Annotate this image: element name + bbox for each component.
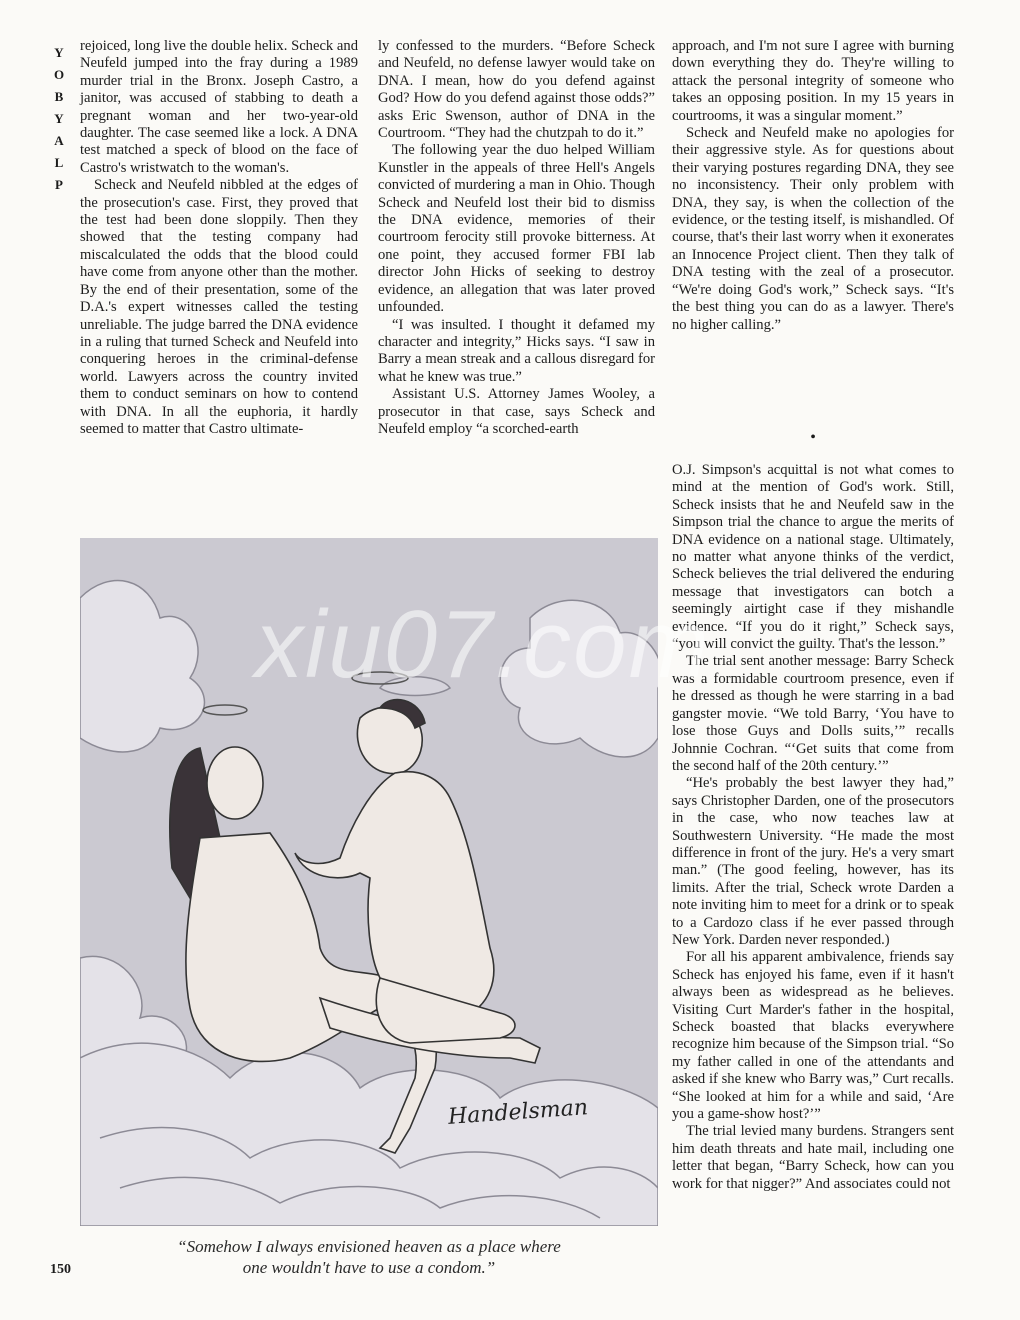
paragraph: rejoiced, long live the double helix. Scheck and Neufeld jumped into the fray during a 1989 murder trial in the Bronx. Joseph Castro, a janitor, was accused of stabbing to death a pregnant woman and her two-year-old daughter. The case seemed like a lock. A DNA test matched a speck of blood on the face of Castro's wristwatch to the woman's. xyxy=(80,38,358,176)
paragraph: The trial sent another message: Barry Scheck was a formidable courtroom presence, even if he dressed as though he were starring in a bad gangster movie. “We told Barry, ‘You have to lose those Guys and Dolls suits,’” recalls Johnnie Cochran. “‘Get suits that come from the second half of the 20th century.’” xyxy=(672,653,954,774)
masthead-letter: B xyxy=(54,89,64,104)
paragraph: For all his apparent ambivalence, friends say Scheck has enjoyed his fame, even if it hasn't always been as widespread as he believes. Visiting Curt Marder's father in the hospital, Scheck boasted that blacks everywhere recognize him because of the Simpson trial. “So my father called in one of the attendants and asked if she knew who Barry was,” Curt recalls. “She looked at him for a while and said, ‘Are you a game-show host?’” xyxy=(672,949,954,1123)
paragraph: The trial levied many burdens. Strangers sent him death threats and hate mail, including one letter that began, “Barry Scheck, how can you work for that nigger?” And associates could not xyxy=(672,1123,954,1192)
cartoon-signature: Handelsman xyxy=(447,1095,589,1130)
paragraph: “He's probably the best lawyer they had,” says Christopher Darden, one of the prosecutors in the case, who now teaches law at Southwestern University. “He made the most difference in front of the jury. He's a very smart man.” (The good feeling, however, has its limits. After the trial, Scheck wrote Darden a note inviting him to meet for a drink or to speak to a Cardozo class if he ever passed through New York. Darden never responded.) xyxy=(672,775,954,948)
paragraph: approach, and I'm not sure I agree with burning down everything they do. They're willing to attack the personal integrity of someone who takes an opposing position. In my 15 years in courtrooms, it was a singular moment.” xyxy=(672,38,954,124)
masthead-letter: A xyxy=(54,133,64,148)
paragraph: “I was insulted. I thought it defamed my character and integrity,” Hicks says. “I saw in Barry a mean streak and a callous disregard for what he knew was true.” xyxy=(378,316,655,385)
column-3 xyxy=(672,38,954,334)
paragraph: Assistant U.S. Attorney James Wooley, a prosecutor in that case, says Scheck and Neufeld employ “a scorched-earth xyxy=(378,386,655,437)
caption-line: one wouldn't have to use a condom.” xyxy=(242,1258,496,1277)
paragraph: O.J. Simpson's acquittal is not what comes to mind at the mention of God's work. Still, Scheck insists that he and Neufeld saw in the Simpson trial the chance to argue the merits of DNA evidence on a national stage. Ultimately, no matter what anyone thinks of the verdict, Scheck believes the trial delivered the enduring message that investigators can botch a seemingly airtight case if they mishandle evidence. “If you do it right,” Scheck says, “you will convict the guilty. That's the lesson.” xyxy=(672,462,954,653)
masthead-letter: O xyxy=(53,67,65,82)
caption-line: “Somehow I always envisioned heaven as a place where xyxy=(177,1237,561,1256)
column-3-continued xyxy=(672,416,954,1193)
cartoon-drawing xyxy=(80,538,658,1226)
paragraph: Scheck and Neufeld make no apologies for their aggressive style. As for questions about their varying postures regarding DNA, they see no inconsistency. Their only problem with DNA, they say, is when the collection of the evidence, or the testing itself, is mishandled. Of course, that's their last worry when it exonerates an Innocence Project client. Then they talk of DNA testing with the zeal of a prosecutor. “We're doing God's work,” Scheck says. “It's the best thing you can do as a lawyer. There's no higher calling.” xyxy=(672,125,954,333)
masthead-letter: Y xyxy=(54,111,64,126)
paragraph: The following year the duo helped William Kunstler in the appeals of three Hell's Angels convicted of murdering a man in Ohio. Though Scheck and Neufeld lost their bid to dismiss the DNA evidence, memories of their courtroom ferocity still provoke bitterness. At one point, they accused former FBI lab director John Hicks of seeking to destroy evidence, an allegation that was later proved unfounded. xyxy=(378,142,655,316)
masthead-letter: L xyxy=(54,155,64,170)
paragraph: Scheck and Neufeld nibbled at the edges of the prosecution's case. First, they proved that the test had been done sloppily. Then they showed that the testing company had miscalculated the odds that the blood could have come from anyone other than the mother. By the end of their presentation, some of the D.A.'s expert witnesses called the testing unreliable. The judge barred the DNA evidence in a ruling that turned Scheck and Neufeld into conquering heroes in the criminal-defense world. Lawyers across the country invited them to conduct seminars on how to contend with DNA. In all the euphoria, it hardly seemed to matter that Castro ultimate- xyxy=(80,177,358,437)
watermark: xiu07.com xyxy=(255,591,711,698)
section-break-bullet: • xyxy=(810,429,816,446)
column-1 xyxy=(80,38,358,438)
paragraph: ly confessed to the murders. “Before Scheck and Neufeld, no defense lawyer would take on DNA. I mean, how do you defend against God? How do you defend against those odds?” asks Eric Swenson, author of DNA in the Courtroom. “They had the chutzpah to do it.” xyxy=(378,38,655,142)
masthead-letter: P xyxy=(55,177,63,192)
page-number: 150 xyxy=(50,1262,71,1277)
column-2 xyxy=(378,38,655,438)
cartoon-illustration xyxy=(80,538,658,1226)
masthead-letter: Y xyxy=(54,45,64,60)
cartoon-caption xyxy=(80,1236,658,1278)
masthead-vertical xyxy=(48,42,70,196)
